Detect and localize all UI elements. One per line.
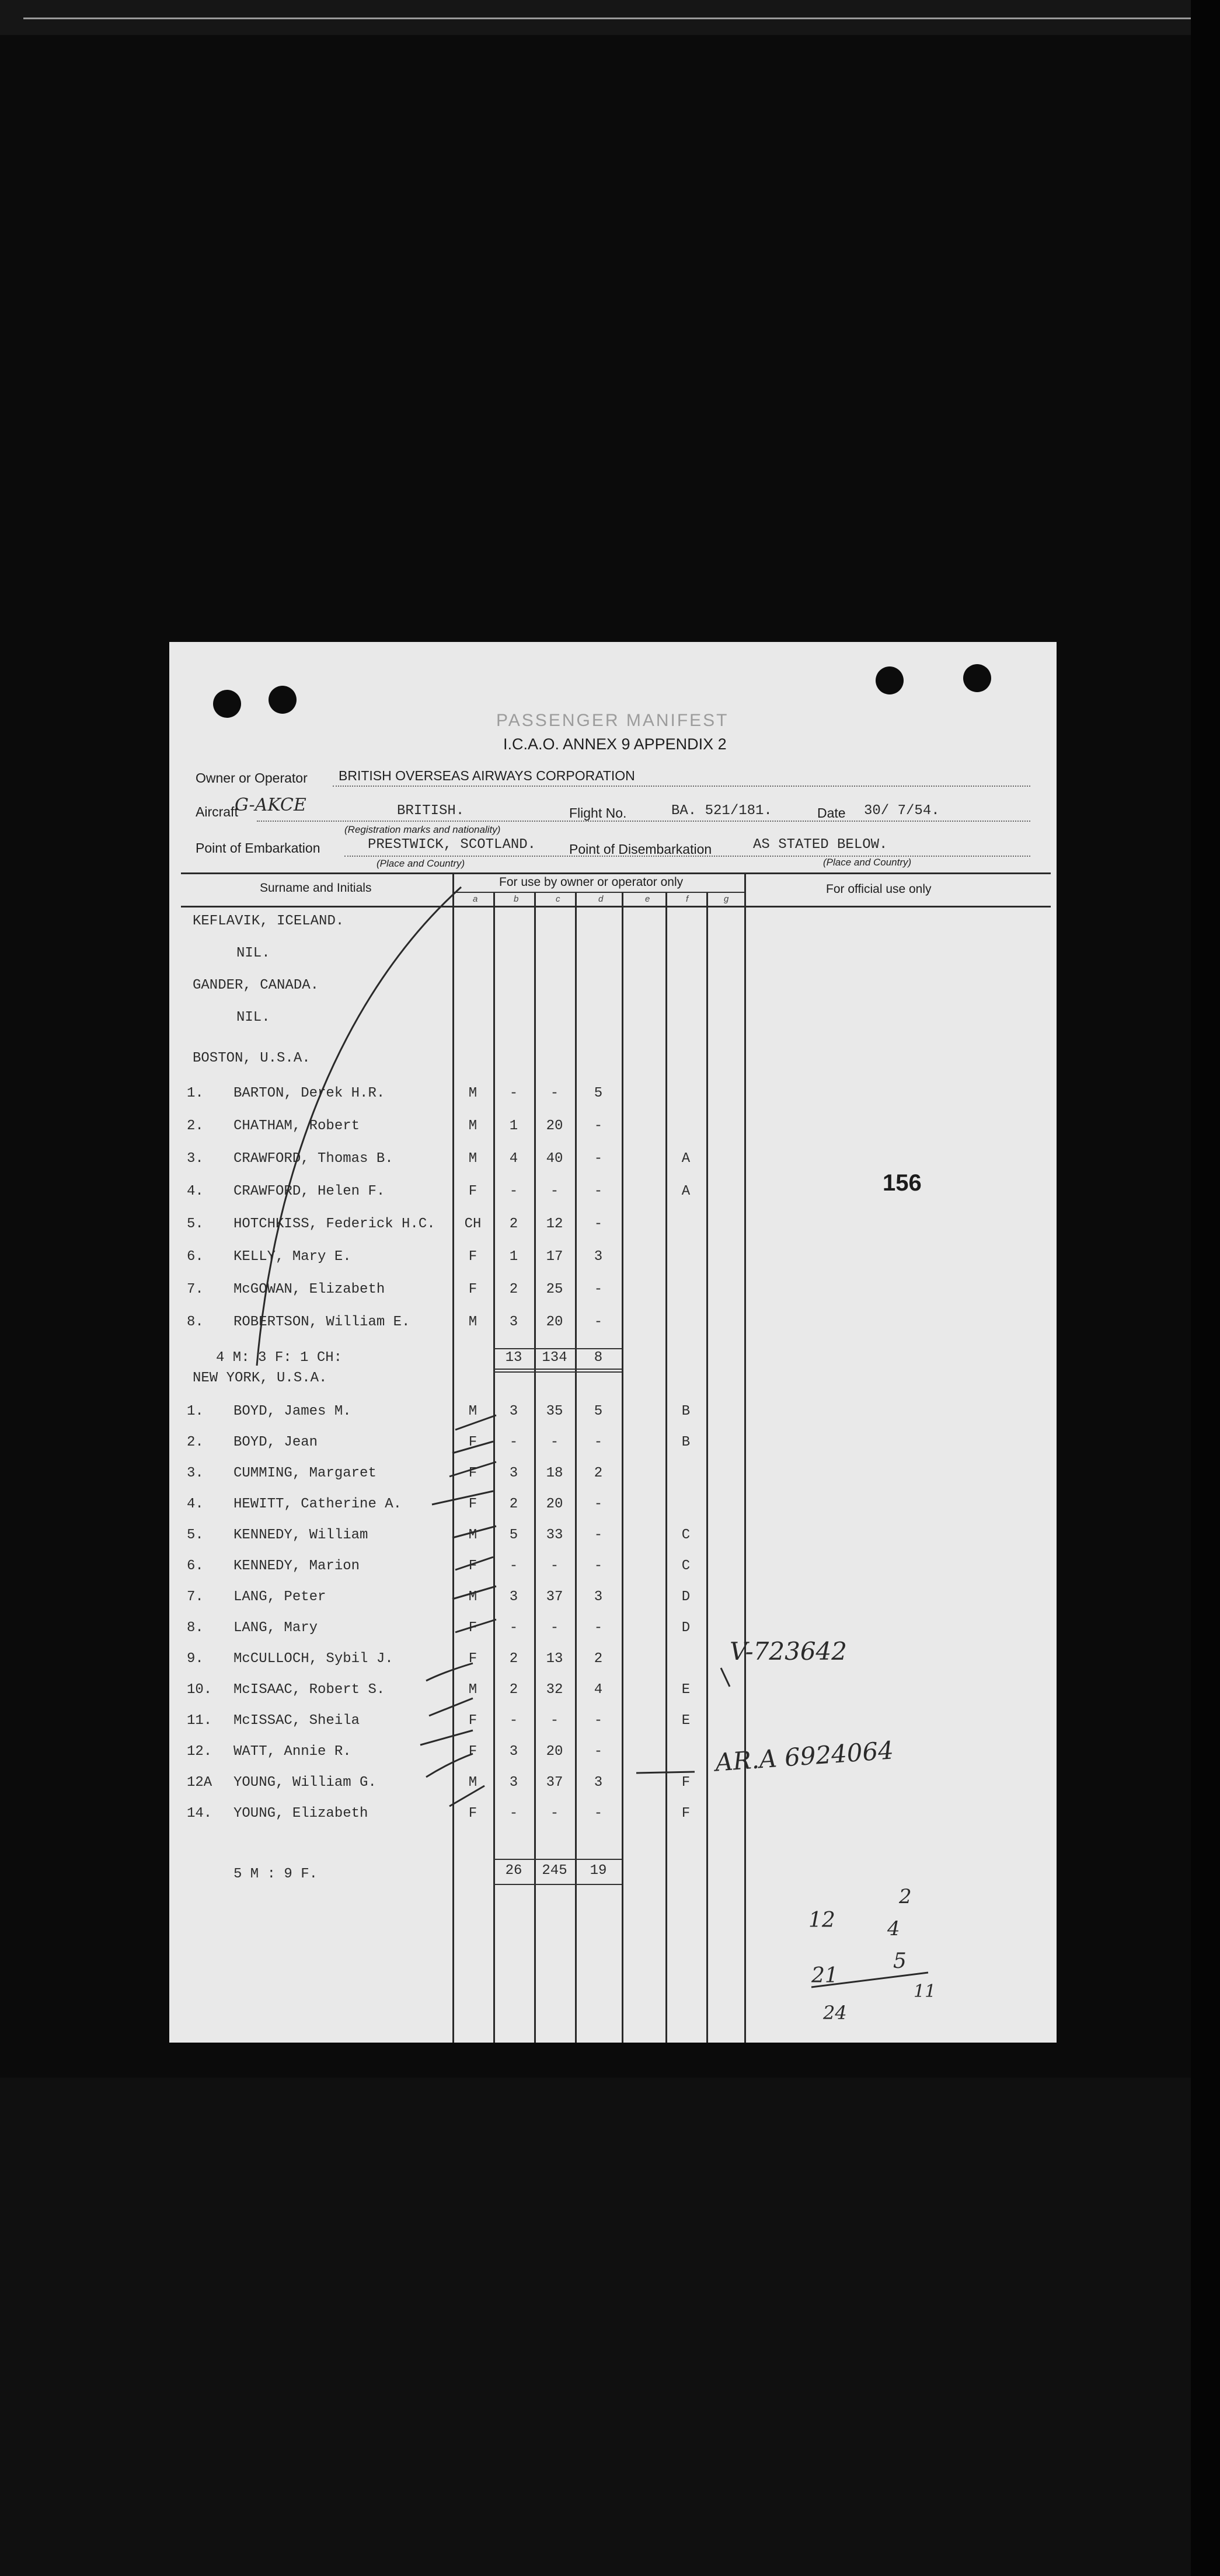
cell-d: - <box>594 1434 603 1450</box>
cell-c: - <box>550 1620 559 1636</box>
row-number: 12A <box>187 1775 212 1790</box>
cell-f: D <box>681 1620 691 1636</box>
cell-sex: M <box>468 1682 477 1698</box>
cell-c: - <box>550 1434 559 1450</box>
cell-b: - <box>509 1713 518 1729</box>
section-heading: KEFLAVIK, ICELAND. <box>193 913 344 929</box>
cell-c: 18 <box>546 1465 563 1481</box>
col-letter-e: e <box>645 894 650 904</box>
cell-c: - <box>550 1558 559 1574</box>
cell-d: - <box>594 1216 603 1232</box>
place-note-embark: (Place and Country) <box>377 858 465 869</box>
col-official-header: For official use only <box>826 882 932 896</box>
cell-b: 1 <box>509 1249 518 1265</box>
pencil-tick <box>429 1698 473 1716</box>
cell-b: 1 <box>509 1118 518 1134</box>
newyork-total-c: 245 <box>542 1863 567 1879</box>
cell-sex: F <box>468 1496 477 1512</box>
cell-c: - <box>550 1085 559 1101</box>
official-tally: 12 <box>808 1908 835 1932</box>
cell-b: - <box>509 1085 518 1101</box>
cell-b: 3 <box>509 1589 518 1605</box>
cell-d: 3 <box>594 1589 603 1605</box>
cell-d: 3 <box>594 1249 603 1265</box>
cell-b: - <box>509 1620 518 1636</box>
aircraft-label: Aircraft <box>196 804 238 819</box>
official-tally: 5 <box>893 1949 907 1973</box>
cell-sex: M <box>468 1527 477 1543</box>
cell-c: - <box>550 1713 559 1729</box>
cell-c: - <box>550 1806 559 1821</box>
aircraft-nationality: BRITISH. <box>397 803 465 819</box>
cell-b: 5 <box>509 1527 518 1543</box>
boston-total-c: 134 <box>542 1350 567 1366</box>
newyork-total-b: 26 <box>505 1863 522 1879</box>
newyork-summary-label: 5 M : 9 F. <box>233 1866 318 1882</box>
cell-d: - <box>594 1527 603 1543</box>
cell-sex: M <box>468 1118 477 1134</box>
cell-sex: F <box>468 1558 477 1574</box>
row-number: 3. <box>187 1151 204 1167</box>
cell-sex: F <box>468 1806 477 1821</box>
passenger-name: McISSAC, Sheila <box>233 1713 360 1729</box>
disembark-value: AS STATED BELOW. <box>753 837 888 853</box>
row-number: 5. <box>187 1216 204 1232</box>
cell-sex: F <box>468 1282 477 1297</box>
cell-sex: M <box>468 1589 477 1605</box>
section-heading: NEW YORK, U.S.A. <box>193 1370 327 1386</box>
passenger-name: KELLY, Mary E. <box>233 1249 351 1265</box>
passenger-name: BOYD, Jean <box>233 1434 318 1450</box>
cell-f: F <box>681 1775 691 1790</box>
manifest-sheet <box>169 642 1057 2043</box>
row-number: 10. <box>187 1682 212 1698</box>
pencil-tick <box>420 1730 473 1745</box>
passenger-name: YOUNG, William G. <box>233 1775 377 1790</box>
row-number: 6. <box>187 1558 204 1574</box>
row-number: 14. <box>187 1806 212 1821</box>
cell-c: 12 <box>546 1216 563 1232</box>
cell-b: 2 <box>509 1282 518 1297</box>
registration-note: (Registration marks and nationality) <box>344 824 501 835</box>
cell-c: 37 <box>546 1775 563 1790</box>
cell-d: - <box>594 1620 603 1636</box>
cell-d: - <box>594 1314 603 1330</box>
row-number: 11. <box>187 1713 212 1729</box>
pencil-annotations <box>169 642 1057 2043</box>
row-number: 7. <box>187 1282 204 1297</box>
film-bottom-band <box>0 2078 1220 2576</box>
passenger-name: CHATHAM, Robert <box>233 1118 360 1134</box>
cell-sex: F <box>468 1713 477 1729</box>
row-number: 8. <box>187 1620 204 1636</box>
row-number: 2. <box>187 1434 204 1450</box>
passenger-name: HEWITT, Catherine A. <box>233 1496 402 1512</box>
aircraft-reg: G-AKCE <box>235 795 306 815</box>
row-number: 1. <box>187 1404 204 1419</box>
cell-f: F <box>681 1806 691 1821</box>
official-tally: 24 <box>823 2002 847 2024</box>
date-value: 30/ 7/54. <box>864 803 940 819</box>
section-heading: BOSTON, U.S.A. <box>193 1050 311 1066</box>
cell-c: 13 <box>546 1651 563 1667</box>
passenger-name: McISAAC, Robert S. <box>233 1682 385 1698</box>
passenger-name: CRAWFORD, Thomas B. <box>233 1151 393 1167</box>
cell-sex: M <box>468 1775 477 1790</box>
cell-c: 20 <box>546 1118 563 1134</box>
section-note: NIL. <box>236 945 270 961</box>
cell-d: - <box>594 1118 603 1134</box>
cell-d: - <box>594 1151 603 1167</box>
cell-d: 2 <box>594 1465 603 1481</box>
cell-c: - <box>550 1184 559 1199</box>
cell-b: 2 <box>509 1496 518 1512</box>
cell-d: - <box>594 1806 603 1821</box>
cell-d: 5 <box>594 1404 603 1419</box>
row-number: 2. <box>187 1118 204 1134</box>
owner-label: Owner or Operator <box>196 770 308 786</box>
cell-sex: M <box>468 1404 477 1419</box>
passenger-name: CRAWFORD, Helen F. <box>233 1184 385 1199</box>
col-letter-d: d <box>598 894 604 904</box>
pencil-bracket-line <box>257 887 461 1366</box>
cell-sex: M <box>468 1151 477 1167</box>
cell-b: - <box>509 1184 518 1199</box>
cell-d: - <box>594 1713 603 1729</box>
cell-c: 20 <box>546 1744 563 1760</box>
pencil-tick <box>449 1786 484 1806</box>
pencil-tick <box>426 1663 473 1681</box>
cell-d: 2 <box>594 1651 603 1667</box>
film-top-rule <box>23 18 1202 19</box>
section-note: NIL. <box>236 1010 270 1025</box>
cell-b: 3 <box>509 1465 518 1481</box>
col-surname-header: Surname and Initials <box>260 881 372 895</box>
boston-total-b: 13 <box>505 1350 522 1366</box>
cell-f: A <box>681 1184 691 1199</box>
cell-c: 17 <box>546 1249 563 1265</box>
cell-f: D <box>681 1589 691 1605</box>
flight-value: BA. 521/181. <box>671 803 772 819</box>
cell-d: 3 <box>594 1775 603 1790</box>
cell-c: 25 <box>546 1282 563 1297</box>
col-letter-a: a <box>473 894 478 904</box>
cell-d: - <box>594 1744 603 1760</box>
cell-sex: M <box>468 1085 477 1101</box>
row-number: 4. <box>187 1496 204 1512</box>
cell-b: 3 <box>509 1775 518 1790</box>
passenger-name: HOTCHKISS, Federick H.C. <box>233 1216 435 1232</box>
cell-sex: CH <box>464 1216 482 1232</box>
passenger-name: BARTON, Derek H.R. <box>233 1085 385 1101</box>
cell-sex: F <box>468 1651 477 1667</box>
row-number: 6. <box>187 1249 204 1265</box>
cell-sex: F <box>468 1249 477 1265</box>
pencil-tick <box>455 1415 496 1430</box>
cell-d: 4 <box>594 1682 603 1698</box>
official-tally: 21 <box>811 1964 838 1988</box>
row-number: 4. <box>187 1184 204 1199</box>
cell-b: - <box>509 1806 518 1821</box>
cell-c: 35 <box>546 1404 563 1419</box>
cell-b: 3 <box>509 1314 518 1330</box>
pencil-tick <box>452 1526 496 1538</box>
disembark-label: Point of Disembarkation <box>569 842 712 857</box>
cell-f: E <box>681 1713 691 1729</box>
pencil-tick <box>452 1441 493 1453</box>
cell-f: E <box>681 1682 691 1698</box>
pencil-tick <box>432 1491 493 1505</box>
newyork-total-d: 19 <box>590 1863 607 1879</box>
row-number: 8. <box>187 1314 204 1330</box>
official-stamp-number: 156 <box>883 1170 922 1196</box>
passenger-name: BOYD, James M. <box>233 1404 351 1419</box>
passenger-name: ROBERTSON, William E. <box>233 1314 410 1330</box>
pencil-tick <box>426 1754 473 1777</box>
cell-c: 37 <box>546 1589 563 1605</box>
place-note-disembark: (Place and Country) <box>823 857 912 868</box>
cell-c: 20 <box>546 1314 563 1330</box>
official-tally: 4 <box>887 1917 900 1940</box>
cell-sex: F <box>468 1184 477 1199</box>
pencil-dash <box>636 1772 695 1773</box>
passenger-name: LANG, Peter <box>233 1589 326 1605</box>
cell-sex: F <box>468 1744 477 1760</box>
official-tally: 11 <box>914 1981 936 2002</box>
cell-b: 3 <box>509 1404 518 1419</box>
col-letter-g: g <box>724 894 729 904</box>
cell-sex: F <box>468 1434 477 1450</box>
passenger-name: WATT, Annie R. <box>233 1744 351 1760</box>
cell-d: - <box>594 1282 603 1297</box>
flight-label: Flight No. <box>569 805 627 821</box>
cell-d: 5 <box>594 1085 603 1101</box>
date-label: Date <box>817 805 846 821</box>
faded-title: PASSENGER MANIFEST <box>496 711 729 730</box>
film-right-edge <box>1191 0 1220 2576</box>
row-number: 5. <box>187 1527 204 1543</box>
official-note-visa: V-723642 <box>730 1637 847 1666</box>
pencil-tick <box>449 1462 496 1477</box>
passenger-name: CUMMING, Margaret <box>233 1465 377 1481</box>
cell-sex: F <box>468 1465 477 1481</box>
section-heading: GANDER, CANADA. <box>193 978 319 993</box>
row-number: 3. <box>187 1465 204 1481</box>
owner-value: BRITISH OVERSEAS AIRWAYS CORPORATION <box>339 768 635 783</box>
embark-value: PRESTWICK, SCOTLAND. <box>368 837 536 853</box>
cell-c: 33 <box>546 1527 563 1543</box>
pencil-tick <box>452 1586 496 1599</box>
col-letter-f: f <box>686 894 689 904</box>
cell-d: - <box>594 1496 603 1512</box>
pencil-tally-rule <box>811 1973 928 1987</box>
cell-c: 20 <box>546 1496 563 1512</box>
col-letter-c: c <box>556 894 560 904</box>
cell-b: 4 <box>509 1151 518 1167</box>
col-owner-use-header: For use by owner or operator only <box>499 875 684 889</box>
row-number: 7. <box>187 1589 204 1605</box>
pencil-check <box>721 1668 730 1687</box>
cell-c: 32 <box>546 1682 563 1698</box>
annex-title: I.C.A.O. ANNEX 9 APPENDIX 2 <box>503 735 727 753</box>
boston-total-d: 8 <box>594 1350 603 1366</box>
col-letter-b: b <box>514 894 519 904</box>
passenger-name: McCULLOCH, Sybil J. <box>233 1651 393 1667</box>
pencil-tick <box>455 1557 493 1570</box>
cell-sex: F <box>468 1620 477 1636</box>
passenger-name: KENNEDY, William <box>233 1527 368 1543</box>
cell-b: 2 <box>509 1651 518 1667</box>
cell-f: C <box>681 1527 691 1543</box>
cell-b: 3 <box>509 1744 518 1760</box>
row-number: 1. <box>187 1085 204 1101</box>
cell-f: A <box>681 1151 691 1167</box>
embark-label: Point of Embarkation <box>196 840 320 856</box>
cell-b: 2 <box>509 1216 518 1232</box>
row-number: 9. <box>187 1651 204 1667</box>
row-number: 12. <box>187 1744 212 1760</box>
official-tally: 2 <box>899 1885 912 1908</box>
cell-f: C <box>681 1558 691 1574</box>
official-note-alien-reg: AR.A 6924064 <box>714 1736 895 1777</box>
cell-sex: M <box>468 1314 477 1330</box>
pencil-tick <box>455 1619 496 1632</box>
passenger-name: KENNEDY, Marion <box>233 1558 360 1574</box>
boston-summary-label: 4 M: 3 F: 1 CH: <box>216 1350 343 1366</box>
passenger-name: YOUNG, Elizabeth <box>233 1806 368 1821</box>
cell-d: - <box>594 1184 603 1199</box>
cell-c: 40 <box>546 1151 563 1167</box>
passenger-name: LANG, Mary <box>233 1620 318 1636</box>
cell-f: B <box>681 1434 691 1450</box>
cell-d: - <box>594 1558 603 1574</box>
cell-b: - <box>509 1558 518 1574</box>
cell-b: 2 <box>509 1682 518 1698</box>
passenger-name: McGOWAN, Elizabeth <box>233 1282 385 1297</box>
cell-f: B <box>681 1404 691 1419</box>
cell-b: - <box>509 1434 518 1450</box>
